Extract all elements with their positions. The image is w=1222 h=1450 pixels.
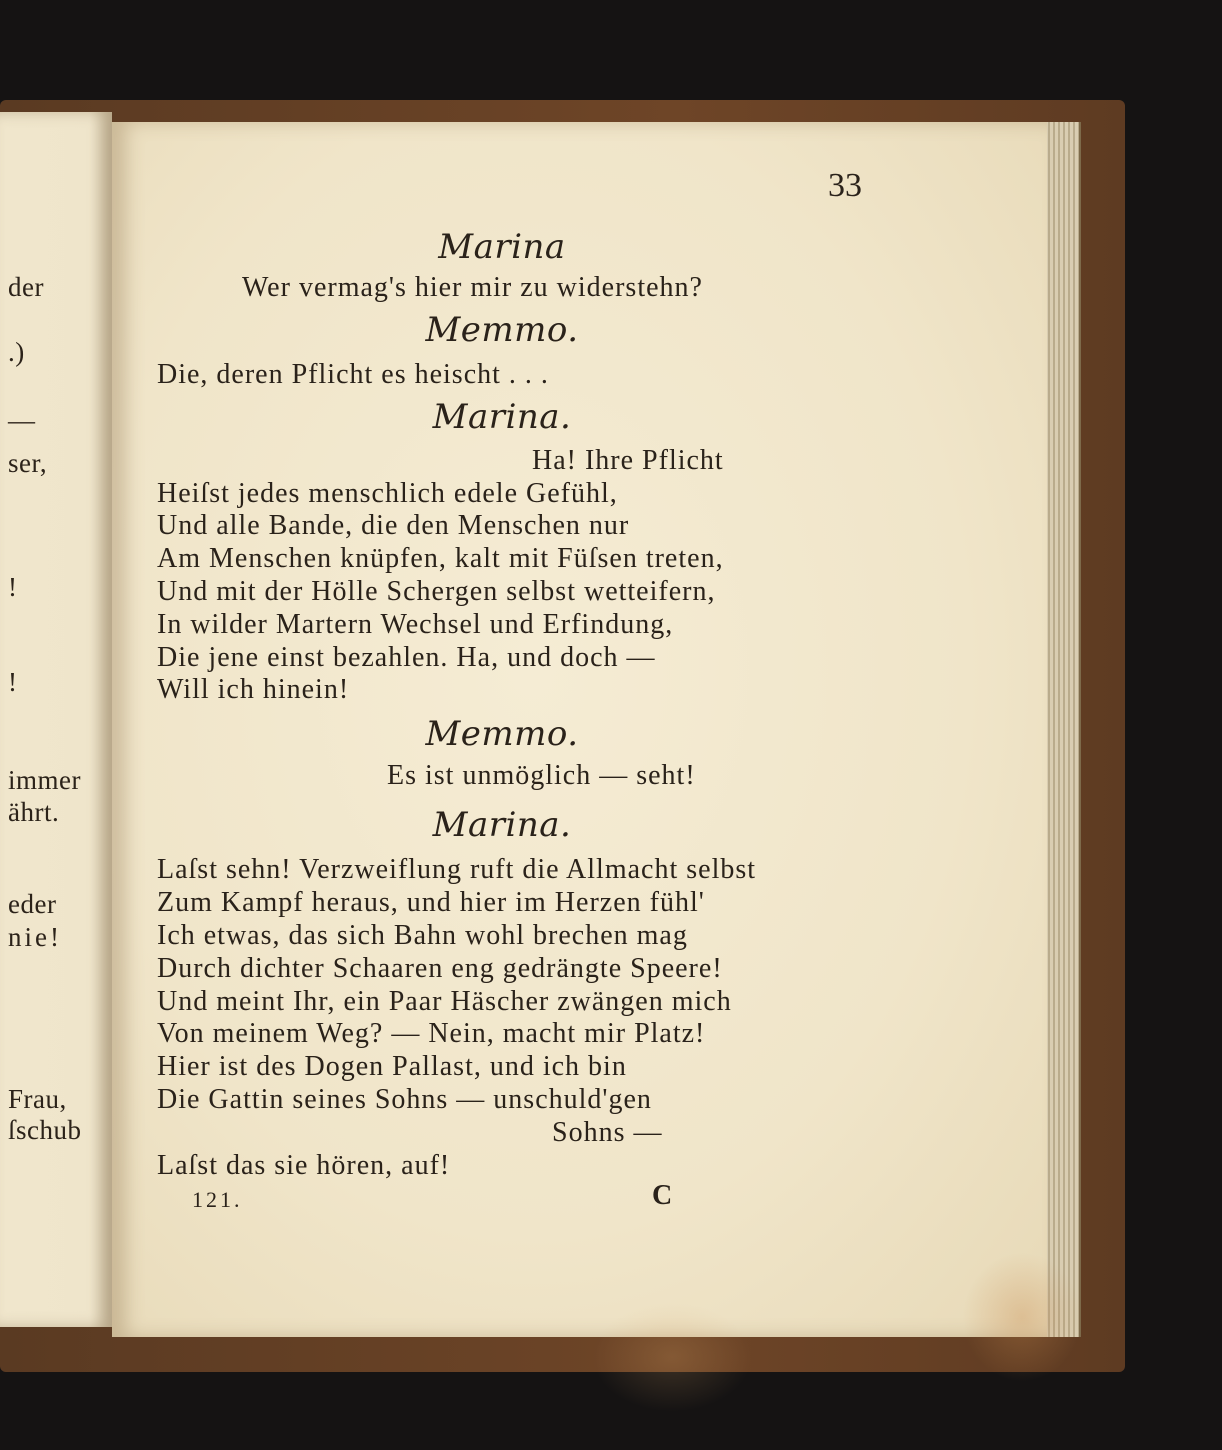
right-page [112,122,1047,1337]
left-fragment: ! [8,667,18,697]
left-fragment: Frau, [8,1084,67,1114]
verse-line: Von meinem Weg? — Nein, macht mir Platz! [157,1018,706,1049]
page-edges [1045,122,1081,1337]
verse-line: Und mit der Hölle Schergen selbst wetteifern, [157,576,716,607]
left-fragment: ſschub [8,1115,82,1145]
verse-line: Zum Kampf heraus, und hier im Herzen fühl' [157,887,705,918]
speaker-name: Marina [438,227,566,267]
foxing-stain [962,1252,1082,1382]
verse-line: Laſst sehn! Verzweiflung ruft die Allmacht selbst [157,854,757,885]
verse-line: Hier ist des Dogen Pallast, und ich bin [157,1051,627,1082]
verse-line: Sohns — [552,1117,663,1148]
left-fragment: ser, [8,448,48,478]
left-fragment: ! [8,572,18,602]
verse-line: Es ist unmöglich — seht! [387,760,696,791]
left-page [0,112,112,1327]
speaker-name: Marina. [432,397,572,437]
verse-line: Heiſst jedes menschlich edele Gefühl, [157,478,618,509]
foxing-stain [592,1302,752,1412]
verse-line: Will ich hinein! [157,674,350,705]
verse-line: Die Gattin seines Sohns — unschuld'gen [157,1084,652,1115]
left-fragment: ährt. [8,797,60,827]
verse-line: Am Menschen knüpfen, kalt mit Füſsen treten, [157,543,724,574]
signature-mark: 121. [192,1187,243,1212]
speaker-name: Memmo. [425,310,579,350]
verse-line: Die jene einst bezahlen. Ha, und doch — [157,642,656,673]
verse-line: Ha! Ihre Pflicht [532,445,724,476]
verse-line: In wilder Martern Wechsel und Erfindung, [157,609,674,640]
page-number: 33 [828,167,862,204]
catchword: C [652,1180,673,1211]
speaker-name: Marina. [432,805,572,845]
speaker-name: Memmo. [425,714,579,754]
verse-line: Und meint Ihr, ein Paar Häscher zwängen mich [157,986,732,1017]
verse-line: Ich etwas, das sich Bahn wohl brechen mag [157,920,688,951]
verse-line: Die, deren Pflicht es heischt . . . [157,359,549,390]
left-fragment: .) [8,337,25,367]
verse-line: Und alle Bande, die den Menschen nur [157,510,630,541]
left-fragment: der [8,272,44,302]
left-fragment: nie! [8,922,62,952]
verse-line: Laſst das sie hören, auf! [157,1150,451,1181]
left-fragment: — [8,405,36,435]
left-fragment: immer [8,765,81,795]
verse-line: Wer vermag's hier mir zu widerstehn? [242,272,703,303]
verse-line: Durch dichter Schaaren eng gedrängte Speere! [157,953,723,984]
left-fragment: eder [8,889,57,919]
